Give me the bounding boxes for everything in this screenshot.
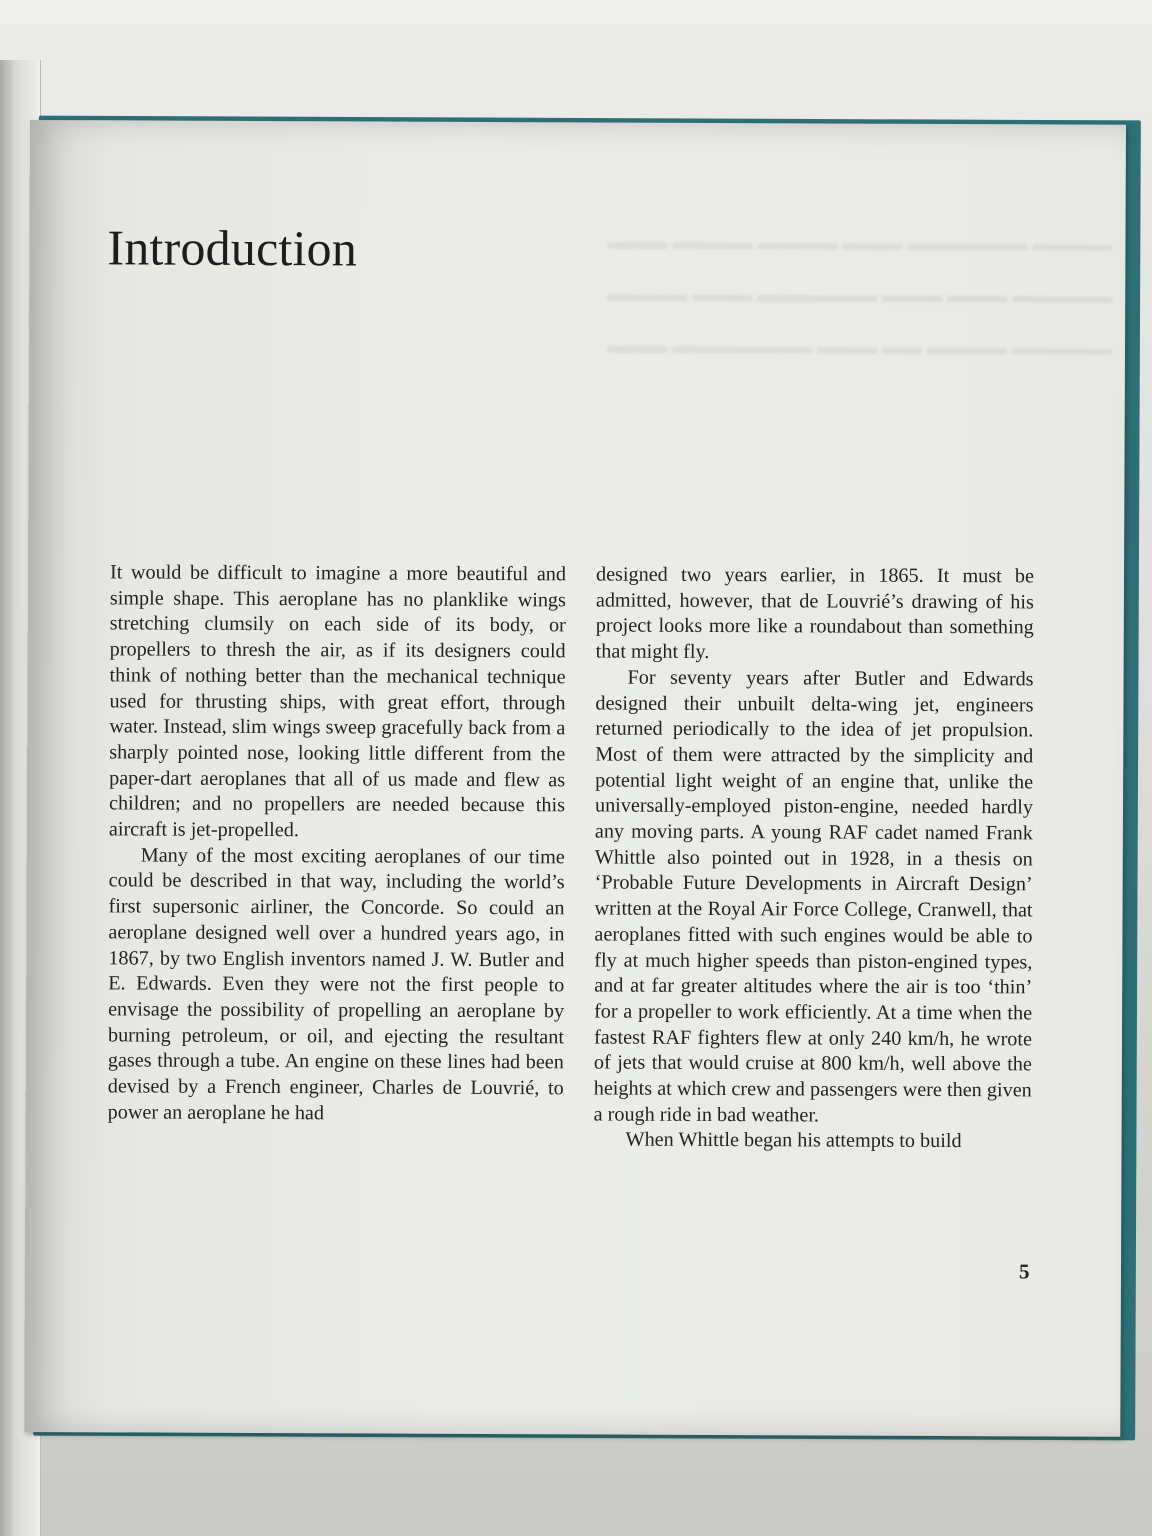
show-through-text: ▬▬▬ ▬▬▬▬▬▬▬ ▬▬▬ ▬▬ ▬▬▬▬ ▬▬▬▬▬ — [606, 335, 1113, 360]
show-through-text: ▬▬▬ ▬▬▬▬ ▬▬▬▬ ▬▬▬ ▬▬▬▬▬▬ ▬▬▬▬ — [607, 231, 1113, 256]
paragraph: Many of the most exciting aeroplanes of our time could be described in that way, including the world’s first supersonic airliner, the Concorde. So could an aeroplane designed well over a hundred years ago, in 1867, by two English inventors named J. W. Butler and E. Edwards. Even they were not the first people to envisage the possibility of propelling an aeroplane by burning petroleum, or oil, and ejecting the resultant gases through a tube. An engine on these lines had been devised by a French engineer, Charles de Louvrié, to power an aeroplane he had — [107, 844, 565, 1125]
text-column-right — [593, 562, 1034, 1155]
page-title: Introduction — [107, 219, 358, 277]
paragraph: It would be difficult to imagine a more beautiful and simple shape. This aeroplane has no planklike wings stretching clumsily on each side of its body, or propellers to thresh the air, as if its designers could think of nothing better than the mechanical technique used for thrusting ships, with great effort, through water. Instead, slim wings sweep gracefully back from a sharply pointed nose, looking little different from the paper-dart aeroplanes that all of us made and flew as children; and no propellers are needed because this aircraft is jet-propelled. — [108, 561, 567, 842]
text-column-left — [108, 560, 566, 1127]
paragraph: When Whittle began his attempts to build — [625, 1129, 962, 1153]
book-page — [24, 120, 1126, 1437]
show-through-text: ▬▬▬▬ ▬▬▬ ▬▬▬▬▬▬ ▬▬▬ ▬▬▬ ▬▬▬▬▬ — [607, 283, 1113, 308]
paragraph: For seventy years after Butler and Edwards designed their unbuilt delta-wing jet, engineers returned periodically to the idea of jet propulsion. Most of them were attracted by the simplicity and potential light weight of an engine that, unlike the universally-employed piston-engine, needed hardly any moving parts. A young RAF cadet named Frank Whittle also pointed out in 1928, in a thesis on ‘Probable Future Developments in Aircraft Design’ written at the Royal Air Force College, Cranwell, that aeroplanes fitted with such engines would be able to fly at much higher speeds than piston-engined types, and at far greater altitudes where the air is too ‘thin’ for a propeller to work efficiently. At a time when the fastest RAF fighters flew at only 240 km/h, he wrote of jets that would cruise at 800 km/h, well above the heights at which crew and passengers were then given a rough ride in bad weather. — [593, 666, 1034, 1127]
page-number: 5 — [1018, 1259, 1030, 1284]
paragraph: designed two years earlier, in 1865. It must be admitted, however, that de Louvrié’s drawing of his project looks more like a roundabout than something that might fly. — [595, 563, 1035, 664]
